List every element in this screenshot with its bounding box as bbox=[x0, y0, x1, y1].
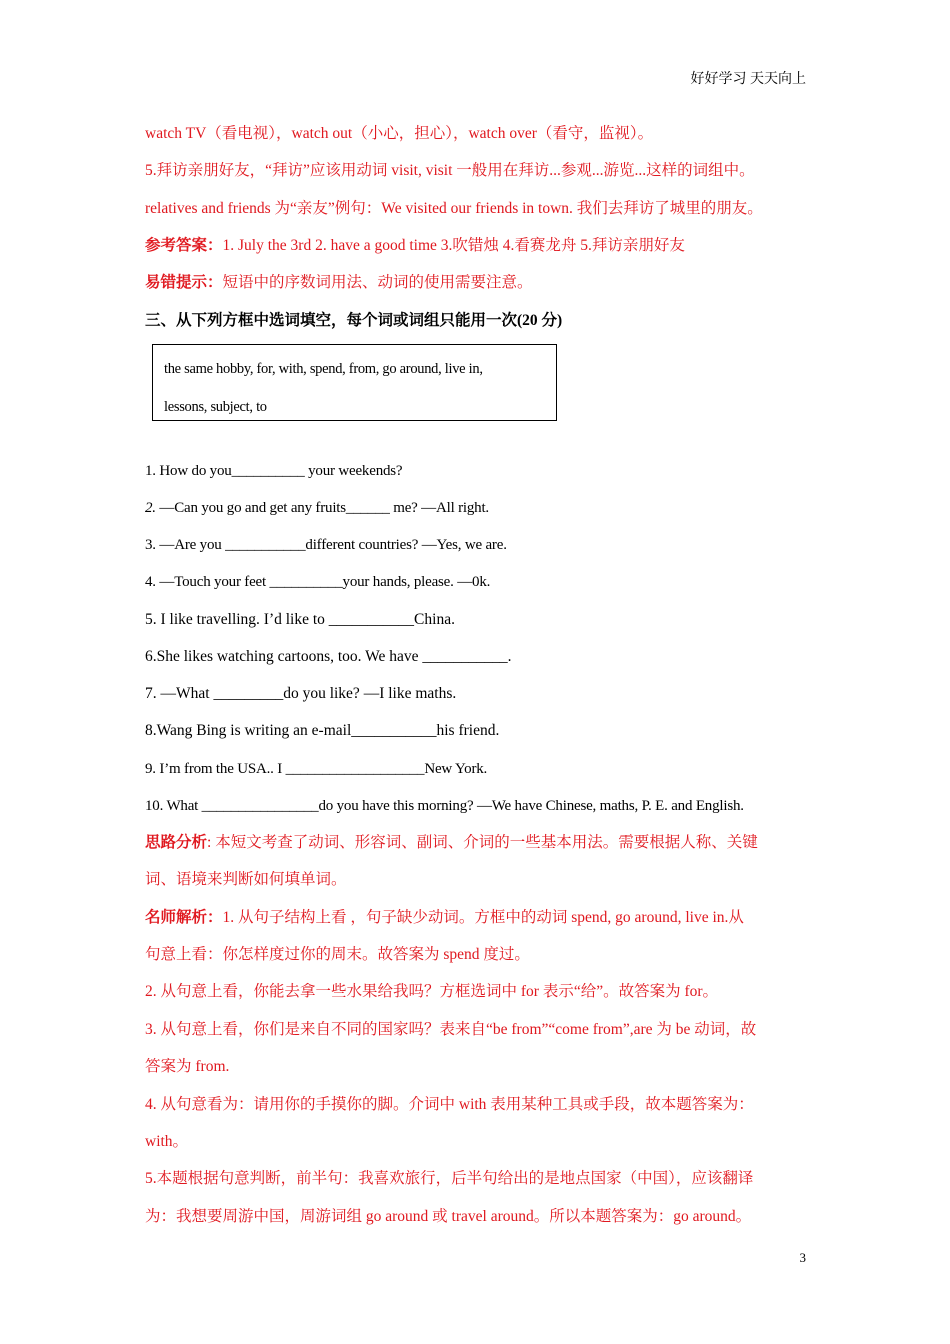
error-tip bbox=[145, 273, 533, 293]
explanation-line-8: 5.本题根据句意判断，前半句：我喜欢旅行，后半句给出的是地点国家（中国），应该翻译 bbox=[145, 1170, 754, 1187]
reference-answer bbox=[145, 236, 685, 256]
question-5: 5. I like travelling. I’d like to ___________China. bbox=[145, 611, 455, 628]
page-number: 3 bbox=[799, 1250, 806, 1265]
explanation-line-1: 名师解析：1. 从句子结构上看 ，句子缺少动词。方框中的动词 spend, go around, live in.从 bbox=[145, 909, 744, 926]
question-3: 3. —Are you ___________different countries? —Yes, we are. bbox=[145, 537, 507, 553]
word-box bbox=[152, 344, 557, 421]
error-tip-label: 易错提示： bbox=[145, 274, 223, 291]
analysis-line-1: 思路分析: 本短文考查了动词、形容词、副词、介词的一些基本用法。需要根据人称、关键 bbox=[145, 834, 758, 851]
question-9: 9. I’m from the USA.. I ___________________New York. bbox=[145, 761, 488, 777]
explanation-line-2: 句意上看：你怎样度过你的周末。故答案为 spend 度过。 bbox=[145, 946, 530, 963]
explanation-line-5: 答案为 from. bbox=[145, 1058, 230, 1075]
intro-line-2: 5.拜访亲朋好友，“拜访”应该用动词 visit, visit 一般用在拜访...参观...游览...这样的词组中。 bbox=[145, 162, 755, 179]
question-2: 2. —Can you go and get any fruits______ me? —All right. bbox=[145, 500, 489, 516]
explanation-line-7: with。 bbox=[145, 1133, 189, 1150]
error-tip-text: 短语中的序数词用法、动词的使用需要注意。 bbox=[222, 274, 533, 291]
question-10: 10. What ________________do you have this morning? —We have Chinese, maths, P. E. and English. bbox=[145, 798, 744, 814]
explanation-line-6: 4. 从句意看为：请用你的手摸你的脚。介词中 with 表用某种工具或手段，故本题答案为： bbox=[145, 1096, 754, 1113]
explanation-line-3: 2. 从句意上看，你能去拿一些水果给我吗？方框选词中 for 表示“给”。故答案为 for。 bbox=[145, 983, 719, 1000]
reference-answer-label: 参考答案： bbox=[145, 237, 223, 254]
intro-line-1: watch TV（看电视），watch out（小心，担心），watch over（看守，监视）。 bbox=[145, 125, 654, 142]
intro-line-3: relatives and friends 为“亲友”例句：We visited our friends in town. 我们去拜访了城里的朋友。 bbox=[145, 200, 763, 217]
question-4: 4. —Touch your feet __________your hands, please. —0k. bbox=[145, 574, 491, 590]
question-1: 1. How do you__________ your weekends? bbox=[145, 463, 403, 479]
word-box-line-1: the same hobby, for, with, spend, from, go around, live in, bbox=[164, 361, 483, 377]
analysis-label: 思路分析 bbox=[145, 834, 208, 851]
explanation-label: 名师解析： bbox=[145, 909, 223, 926]
question-6: 6.She likes watching cartoons, too. We have ___________. bbox=[145, 648, 512, 665]
analysis-line-2: 词、语境来判断如何填单词。 bbox=[145, 871, 347, 888]
explanation-line-4: 3. 从句意上看，你们是来自不同的国家吗？表来自“be from”“come from”,are 为 be 动词，故 bbox=[145, 1021, 757, 1038]
page-header: 好好学习 天天向上 bbox=[690, 72, 806, 87]
question-8: 8.Wang Bing is writing an e-mail___________his friend. bbox=[145, 722, 500, 739]
explanation-line-9: 为：我想要周游中国，周游词组 go around 或 travel around。所以本题答案为：go around。 bbox=[145, 1208, 752, 1225]
reference-answer-text: 1. July the 3rd 2. have a good time 3.吹错烛 4.看赛龙舟 5.拜访亲朋好友 bbox=[222, 237, 685, 254]
question-7: 7. —What _________do you like? —I like maths. bbox=[145, 685, 457, 702]
section-title: 三、从下列方框中选词填空，每个词或词组只能用一次(20 分) bbox=[145, 312, 563, 329]
word-box-line-2: lessons, subject, to bbox=[164, 399, 267, 415]
